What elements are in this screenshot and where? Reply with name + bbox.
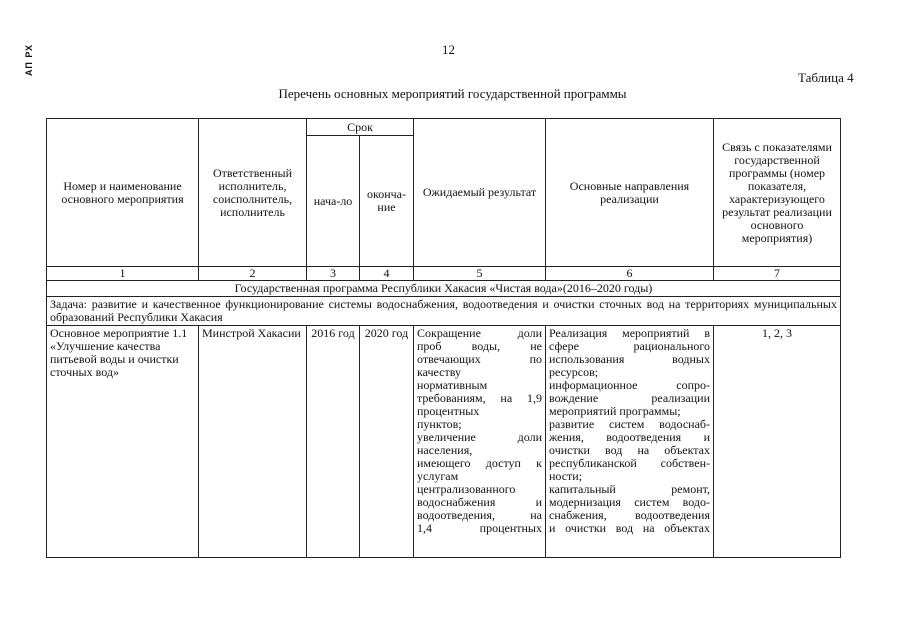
column-number: 5: [414, 267, 546, 281]
column-number: 6: [546, 267, 714, 281]
result-line: нормативным: [417, 378, 488, 392]
end-year: 2020 год: [360, 326, 414, 558]
table-row: [47, 326, 841, 558]
result-line: проб воды, не: [417, 339, 542, 353]
header-activity: Номер и наименование основного мероприятия: [47, 119, 199, 267]
column-number: 1: [47, 267, 199, 281]
direction-line: капитальный ремонт,: [549, 482, 710, 496]
activity-name: Основное мероприятие 1.1 «Улучшение качества питьевой воды и очистки сточных вод»: [47, 326, 199, 558]
result-line: отвечающих по: [417, 352, 542, 366]
activities-table: [46, 118, 841, 558]
result-line: 1,4 процентных: [417, 521, 542, 535]
direction-line: вождение реализации: [549, 391, 710, 405]
direction-line: республиканской собствен-: [549, 456, 710, 470]
header-result: Ожидаемый результат: [414, 119, 546, 267]
direction-line: снабжения, водоотведения: [549, 508, 710, 522]
column-number: 2: [199, 267, 307, 281]
result-line: населения,: [417, 443, 473, 457]
direction-line: Реализация мероприятий в: [549, 326, 710, 340]
header-indicators: Связь с показателями государственной программы (номер показателя, характеризующего результат реализации основного мероприятия): [714, 119, 841, 267]
indicator-numbers: 1, 2, 3: [714, 326, 841, 558]
result-line: водоснабжения и: [417, 495, 542, 509]
implementation-directions: [546, 326, 714, 558]
side-stamp: АП РХ: [24, 43, 34, 76]
header-executor: Ответственный исполнитель, соисполнитель, исполнитель: [199, 119, 307, 267]
result-line: пунктов;: [417, 417, 462, 431]
direction-line: мероприятий программы;: [549, 404, 681, 418]
column-number: 4: [360, 267, 414, 281]
table-label: Таблица 4: [798, 70, 854, 85]
result-line: качеству: [417, 365, 461, 379]
executor: Минстрой Хакасии: [199, 326, 307, 558]
direction-line: ресурсов;: [549, 365, 599, 379]
direction-line: модернизация систем водо-: [549, 495, 710, 509]
header-term: Срок: [307, 119, 414, 136]
column-number: 7: [714, 267, 841, 281]
header-directions: Основные направления реализации: [546, 119, 714, 267]
document-title: Перечень основных мероприятий государственной программы: [278, 86, 627, 101]
result-line: Сокращение доли: [417, 326, 542, 340]
task-row: Задача: развитие и качественное функционирование системы водоснабжения, водоотведения и очистки сточных вод на территориях муниципальных образований Республики Хакасия: [47, 297, 841, 326]
result-line: процентных: [417, 404, 480, 418]
result-line: увеличение доли: [417, 430, 542, 444]
header-end: оконча-ние: [360, 136, 414, 267]
header-start: нача-ло: [307, 136, 360, 267]
start-year: 2016 год: [307, 326, 360, 558]
direction-line: использования водных: [549, 352, 710, 366]
direction-line: жения, водоотведения и: [549, 430, 710, 444]
result-line: требованиям, на 1,9: [417, 391, 542, 405]
direction-line: развитие систем водоснаб-: [549, 417, 710, 431]
direction-line: ности;: [549, 469, 583, 483]
result-line: имеющего доступ к: [417, 456, 542, 470]
result-line: водоотведения, на: [417, 508, 542, 522]
result-line: услугам: [417, 469, 459, 483]
column-number: 3: [307, 267, 360, 281]
page-number: 12: [442, 42, 455, 57]
expected-result: [414, 326, 546, 558]
direction-line: информационное сопро-: [549, 378, 710, 392]
direction-line: сфере рационального: [549, 339, 710, 353]
direction-line: очистки вод на объектах: [549, 443, 710, 457]
direction-line: и очистки вод на объектах: [549, 521, 710, 535]
result-line: централизованного: [417, 482, 516, 496]
program-row: Государственная программа Республики Хакасия «Чистая вода»(2016–2020 годы): [47, 281, 841, 297]
